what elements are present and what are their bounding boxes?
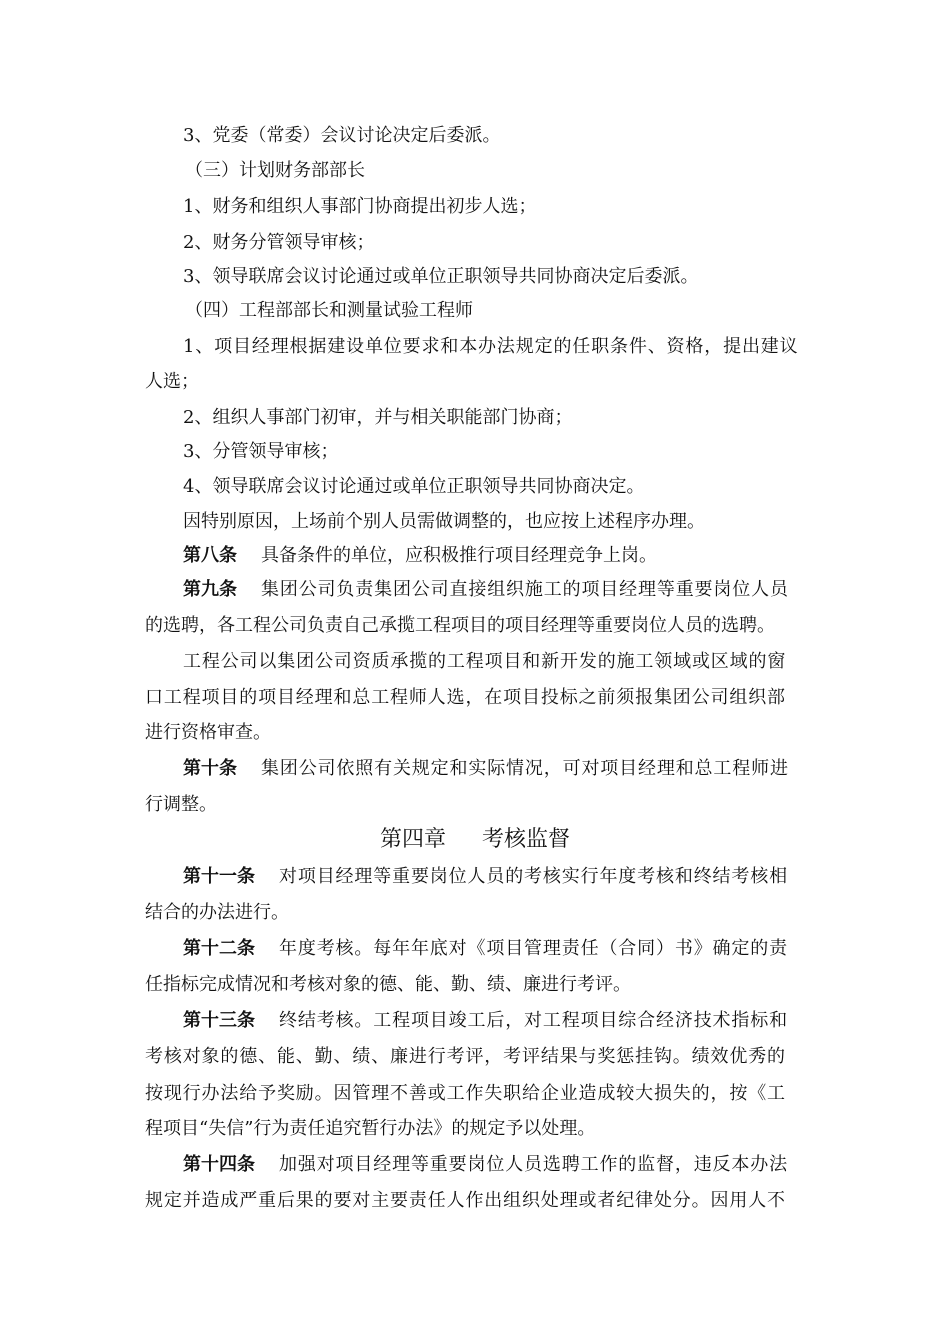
text-line: 行调整。 [145, 794, 217, 815]
article-11 [183, 868, 788, 886]
text-line: 的选聘，各工程公司负责自己承揽工程项目的项目经理等重要岗位人员的选聘。 [145, 615, 775, 636]
chapter-number: 第四章 [379, 827, 446, 852]
text-line: 3、党委（常委）会议讨论决定后委派。 [183, 125, 501, 146]
article-text: 年度考核。每年年底对《项目管理责任（合同）书》确定的责 [279, 938, 788, 959]
text-line: 2、组织人事部门初审，并与相关职能部门协商； [183, 407, 573, 428]
text-line: 1、财务和组织人事部门协商提出初步人选； [183, 196, 537, 217]
article-14 [183, 1156, 788, 1174]
article-label: 第十条 [183, 758, 237, 779]
section-heading: （三）计划财务部部长 [185, 160, 365, 181]
article-8 [183, 547, 657, 565]
article-text: 加强对项目经理等重要岗位人员选聘工作的监督，违反本办法 [279, 1154, 788, 1175]
text-line: 工程公司以集团公司资质承揽的工程项目和新开发的施工领域或区域的窗 [183, 651, 787, 672]
article-label: 第十三条 [183, 1010, 255, 1031]
article-13 [183, 1012, 788, 1030]
article-label: 第十四条 [183, 1154, 255, 1175]
text-line: 3、领导联席会议讨论通过或单位正职领导共同协商决定后委派。 [183, 266, 699, 287]
article-label: 第八条 [183, 545, 237, 566]
text-line: 任指标完成情况和考核对象的德、能、勤、绩、廉进行考评。 [145, 974, 631, 995]
text-line: 进行资格审查。 [145, 722, 271, 743]
text-line: 按现行办法给予奖励。因管理不善或工作失职给企业造成较大损失的，按《工 [145, 1083, 786, 1104]
article-label: 第九条 [183, 579, 237, 600]
article-label: 第十二条 [183, 938, 255, 959]
article-text: 具备条件的单位，应积极推行项目经理竞争上岗。 [261, 545, 657, 566]
article-12 [183, 940, 788, 958]
article-text: 对项目经理等重要岗位人员的考核实行年度考核和终结考核相 [279, 866, 788, 887]
text-line: 人选； [145, 371, 199, 392]
article-label: 第十一条 [183, 866, 255, 887]
article-9 [183, 581, 789, 599]
text-line: 2、财务分管领导审核； [183, 232, 375, 253]
text-line: 程项目“失信”行为责任追究暂行办法》的规定予以处理。 [145, 1118, 596, 1139]
text-line: 3、分管领导审核； [183, 441, 339, 462]
article-text: 集团公司负责集团公司直接组织施工的项目经理等重要岗位人员 [261, 579, 789, 600]
text-line: 4、领导联席会议讨论通过或单位正职领导共同协商决定。 [183, 476, 645, 497]
chapter-title: 考核监督 [482, 827, 571, 852]
text-line: 口工程项目的项目经理和总工程师人选，在项目投标之前须报集团公司组织部 [145, 687, 786, 708]
text-line: 1、项目经理根据建设单位要求和本办法规定的任职条件、资格，提出建议 [183, 336, 799, 357]
text-line: 规定并造成严重后果的要对主要责任人作出组织处理或者纪律处分。因用人不 [145, 1190, 786, 1211]
text-line: 考核对象的德、能、勤、绩、廉进行考评，考评结果与奖惩挂钩。绩效优秀的 [145, 1046, 786, 1067]
text-line: 结合的办法进行。 [145, 902, 289, 923]
text-line: 因特别原因，上场前个别人员需做调整的，也应按上述程序办理。 [183, 511, 705, 532]
article-text: 终结考核。工程项目竣工后，对工程项目综合经济技术指标和 [279, 1010, 788, 1031]
chapter-heading [0, 829, 950, 851]
section-heading: （四）工程部部长和测量试验工程师 [185, 300, 473, 321]
article-text: 集团公司依照有关规定和实际情况，可对项目经理和总工程师进 [261, 758, 789, 779]
article-10 [183, 760, 789, 778]
